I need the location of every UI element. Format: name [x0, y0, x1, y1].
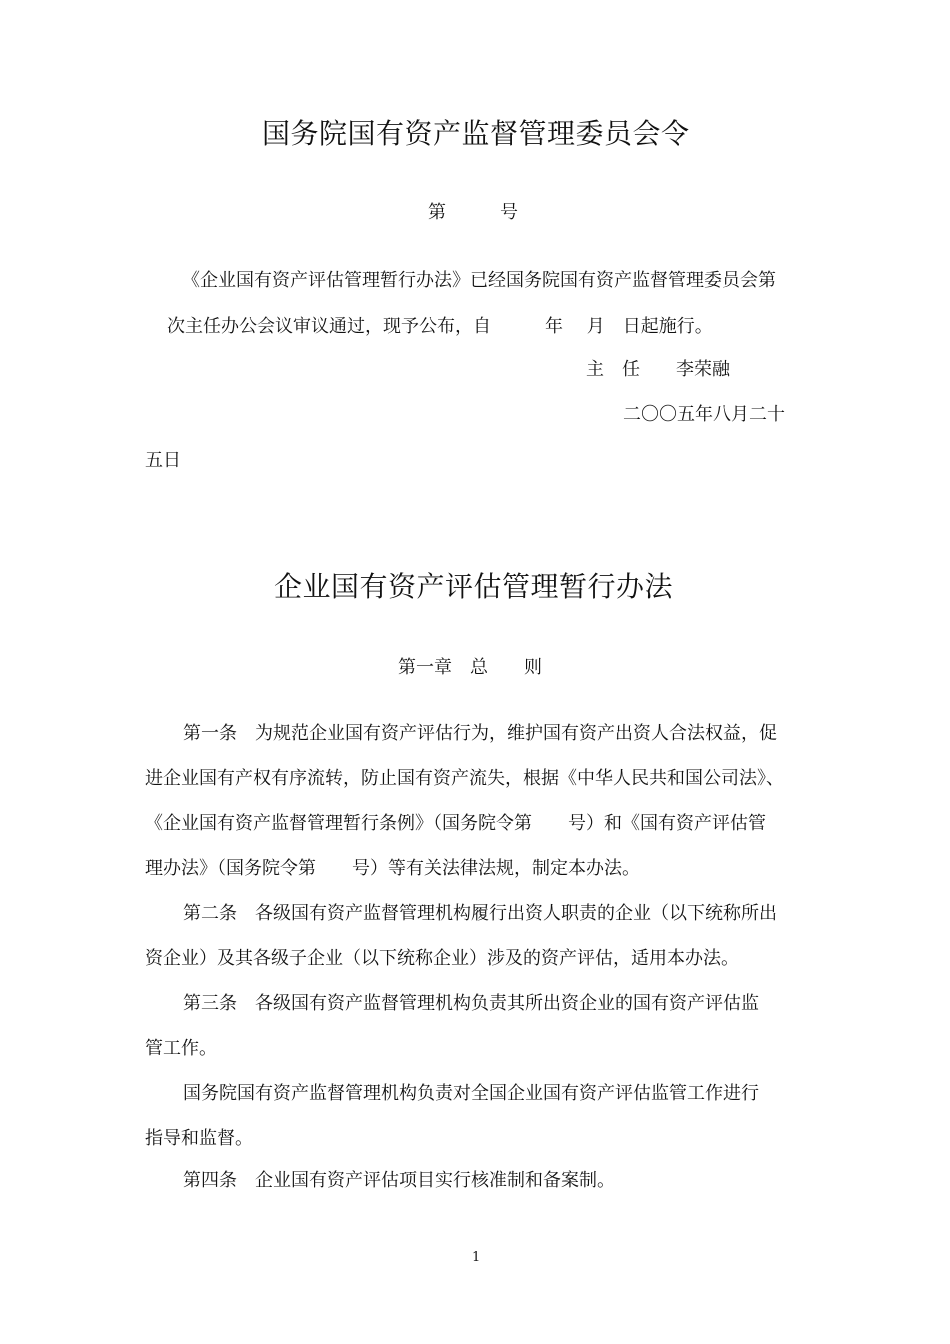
- article-1-line-1: 第一条 为规范企业国有资产评估行为，维护国有资产出资人合法权益，促: [183, 723, 777, 744]
- order-paragraph-line-1: 《企业国有资产评估管理暂行办法》已经国务院国有资产监督管理委员会第: [182, 270, 776, 291]
- chapter-heading: 第一章 总 则: [398, 657, 542, 678]
- measures-title: 企业国有资产评估管理暂行办法: [274, 570, 674, 603]
- date-line-2: 五日: [145, 450, 181, 471]
- article-4-line-1: 第四条 企业国有资产评估项目实行核准制和备案制。: [183, 1170, 615, 1191]
- order-paragraph-line-2: 次主任办公会议审议通过，现予公布，自 年 月 日起施行。: [167, 316, 713, 337]
- page-number: 1: [472, 1250, 481, 1265]
- date-line-1: 二〇〇五年八月二十: [623, 404, 785, 425]
- article-2-line-1: 第二条 各级国有资产监督管理机构履行出资人职责的企业（以下统称所出: [183, 903, 777, 924]
- order-title: 国务院国有资产监督管理委员会令: [262, 117, 690, 150]
- order-number: 第 号: [428, 202, 518, 223]
- article-3-line-1: 第三条 各级国有资产监督管理机构负责其所出资企业的国有资产评估监: [183, 993, 759, 1014]
- signer: 主 任 李荣融: [586, 359, 730, 380]
- article-2-line-2: 资企业）及其各级子企业（以下统称企业）涉及的资产评估，适用本办法。: [145, 948, 739, 969]
- article-1-line-3: 《企业国有资产监督管理暂行条例》（国务院令第 号）和《国有资产评估管: [145, 813, 766, 834]
- article-3-para2-line-2: 指导和监督。: [145, 1128, 253, 1149]
- article-1-line-2: 进企业国有产权有序流转，防止国有资产流失，根据《中华人民共和国公司法》、: [145, 768, 784, 789]
- article-3-line-2: 管工作。: [145, 1038, 217, 1059]
- article-3-para2-line-1: 国务院国有资产监督管理机构负责对全国企业国有资产评估监管工作进行: [183, 1083, 759, 1104]
- article-1-line-4: 理办法》（国务院令第 号）等有关法律法规，制定本办法。: [145, 858, 640, 879]
